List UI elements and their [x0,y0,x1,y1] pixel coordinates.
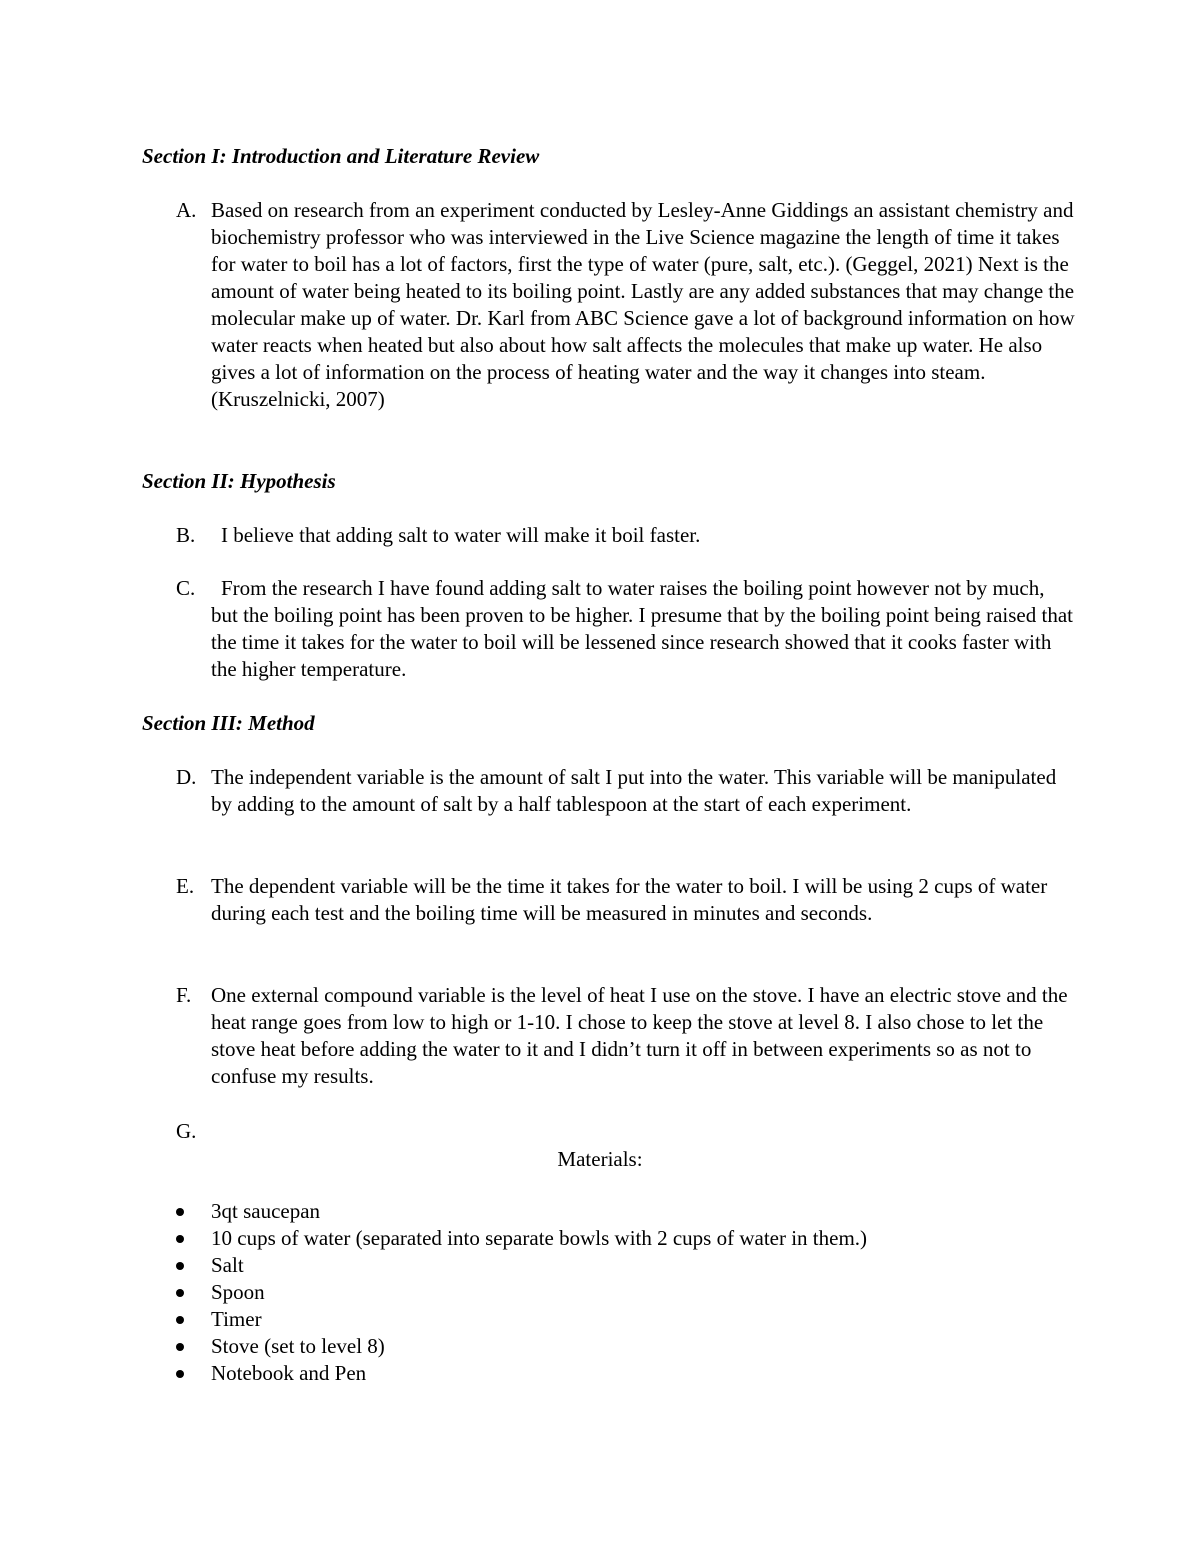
bullet-icon [176,1289,184,1297]
item-c-letter: C. [176,576,196,600]
item-c [176,575,1076,683]
item-f-letter: F. [176,983,192,1007]
bullet-icon [176,1235,184,1243]
section-1-heading: Section I: Introduction and Literature Review [142,144,540,168]
item-e-text: The dependent variable will be the time it takes for the water to boil. I will be using 2 cups of water during each test and the boiling time will be measured in minutes and seconds. [211,874,1048,925]
item-a-text: Based on research from an experiment conducted by Lesley-Anne Giddings an assistant chemistry and biochemistry professor who was interviewed in the Live Science magazine the length of time it takes for water to boil has a lot of factors, first the type of water (pure, salt, etc.). (Geggel, 2021) Next is the amount of water being heated to its boiling point. Lastly are any added substances that may change the molecular make up of water. Dr. Karl from ABC Science gave a lot of background information on how water reacts when heated but also about how salt affects the molecules that make up water. He also gives a lot of information on the process of heating water and the way it changes into steam. (Kruszelnicki, 2007) [211,198,1075,411]
materials-title: Materials: [557,1147,643,1171]
item-f [176,982,1076,1090]
item-e-letter: E. [176,874,195,898]
section-2-heading: Section II: Hypothesis [142,469,336,493]
list-item-text: Stove (set to level 8) [211,1334,385,1358]
list-item-text: Spoon [211,1280,265,1304]
item-e [176,873,1076,927]
list-item-text: Timer [211,1307,262,1331]
list-item-text: Salt [211,1253,244,1277]
bullet-icon [176,1370,184,1378]
item-f-text: One external compound variable is the level of heat I use on the stove. I have an electric stove and the heat range goes from low to high or 1-10. I chose to keep the stove at level 8. I also chose to let the stove heat before adding the water to it and I didn’t turn it off in between experiments so as not to confuse my results. [211,983,1068,1088]
item-b [176,522,1076,549]
section-3-heading: Section III: Method [142,711,315,735]
item-b-text: I believe that adding salt to water will make it boil faster. [221,523,701,547]
bullet-icon [176,1262,184,1270]
item-a-letter: A. [176,198,197,222]
item-d-letter: D. [176,765,197,789]
item-c-text: From the research I have found adding salt to water raises the boiling point however not by much, but the boiling point has been proven to be higher. I presume that by the boiling point being raised that the time it takes for the water to boil will be lessened since research showed that it cooks faster with the higher temperature. [211,576,1073,681]
list-item-text: 10 cups of water (separated into separate bowls with 2 cups of water in them.) [211,1226,868,1250]
item-d [176,764,1076,818]
item-g-letter: G. [176,1119,197,1143]
item-a [176,197,1076,413]
bullet-icon [176,1316,184,1324]
list-item-text: Notebook and Pen [211,1361,367,1385]
item-b-letter: B. [176,523,196,547]
item-d-text: The independent variable is the amount of salt I put into the water. This variable will be manipulated by adding to the amount of salt by a half tablespoon at the start of each experiment. [211,765,1057,816]
bullet-icon [176,1343,184,1351]
bullet-icon [176,1208,184,1216]
list-item-text: 3qt saucepan [211,1199,321,1223]
